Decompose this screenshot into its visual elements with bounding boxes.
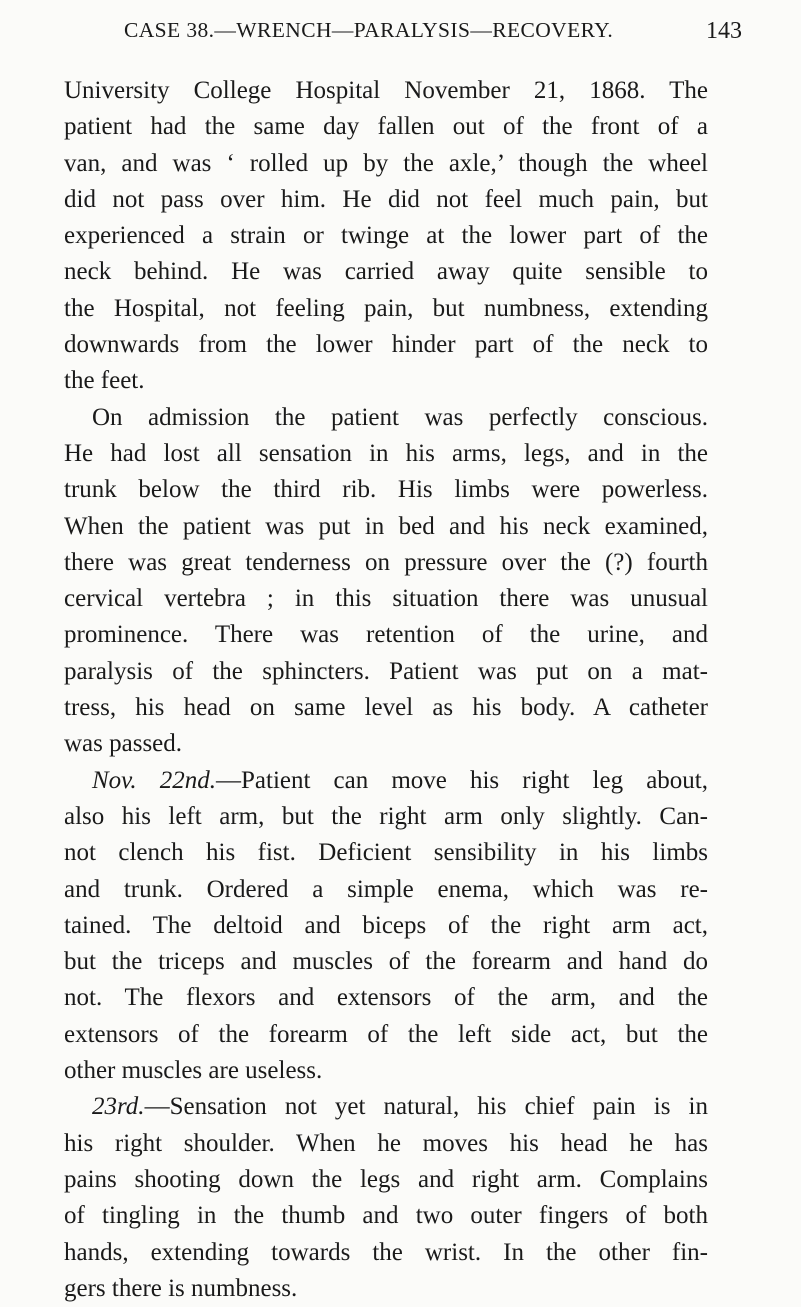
- text-line: On admission the patient was perfectly conscious.: [92, 403, 708, 431]
- text-line: pains shooting down the legs and right arm. Complains: [64, 1165, 708, 1193]
- text-line: trunk below the third rib. His limbs were powerless.: [64, 476, 708, 504]
- running-head: [62, 18, 742, 48]
- text-line: neck behind. He was carried away quite sensible to: [64, 258, 708, 286]
- text-line: When the patient was put in bed and his neck examined,: [64, 512, 708, 540]
- running-title: CASE 38.—WRENCH—PARALYSIS—RECOVERY.: [124, 18, 614, 42]
- entry-text: —Sensation not yet natural, his chief pain is in: [144, 1093, 708, 1121]
- text-line: van, and was ‘ rolled up by the axle,’ though the wheel: [64, 149, 708, 177]
- text-line: gers there is numbness.: [64, 1274, 298, 1302]
- text-line: was passed.: [64, 730, 183, 758]
- text-line: experienced a strain or twinge at the lower part of the: [64, 222, 708, 250]
- text-line: the feet.: [64, 367, 145, 395]
- text-line: also his left arm, but the right arm only slightly. Can-: [64, 802, 708, 830]
- text-line: prominence. There was retention of the urine, and: [64, 621, 708, 649]
- page-number: 143: [706, 18, 742, 44]
- text-line: downwards from the lower hinder part of the neck to: [64, 331, 708, 359]
- text-line: of tingling in the thumb and two outer fingers of both: [64, 1202, 708, 1230]
- body-text: [64, 73, 708, 1307]
- text-line: other muscles are useless.: [64, 1057, 323, 1085]
- text-line: hands, extending towards the wrist. In the other fin-: [64, 1238, 708, 1266]
- text-line: tained. The deltoid and biceps of the right arm act,: [64, 911, 708, 939]
- text-line: but the triceps and muscles of the forearm and hand do: [64, 948, 708, 976]
- text-line: [64, 1089, 708, 1125]
- entry-date: 23rd.: [92, 1093, 145, 1121]
- text-line: and trunk. Ordered a simple enema, which was re-: [64, 875, 708, 903]
- text-line: University College Hospital November 21, 1868. The: [64, 77, 708, 104]
- text-line: He had lost all sensation in his arms, legs, and in the: [64, 439, 708, 467]
- text-line: the Hospital, not feeling pain, but numbness, extending: [64, 294, 708, 322]
- text-line: extensors of the forearm of the left side act, but the: [64, 1020, 708, 1048]
- text-line: did not pass over him. He did not feel much pain, but: [64, 185, 708, 213]
- text-line: [64, 763, 708, 799]
- text-line: patient had the same day fallen out of the front of a: [64, 113, 708, 141]
- text-line: his right shoulder. When he moves his head he has: [64, 1129, 708, 1157]
- text-line: not clench his fist. Deficient sensibility in his limbs: [64, 839, 708, 867]
- entry-text: —Patient can move his right leg about,: [216, 766, 708, 794]
- text-line: cervical vertebra ; in this situation there was unusual: [64, 585, 708, 613]
- text-line: tress, his head on same level as his body. A catheter: [64, 694, 708, 722]
- text-line: paralysis of the sphincters. Patient was put on a mat-: [64, 657, 708, 685]
- text-line: there was great tenderness on pressure over the (?) fourth: [64, 548, 708, 576]
- text-line: not. The flexors and extensors of the arm, and the: [64, 984, 708, 1012]
- entry-date: Nov. 22nd.: [92, 766, 217, 794]
